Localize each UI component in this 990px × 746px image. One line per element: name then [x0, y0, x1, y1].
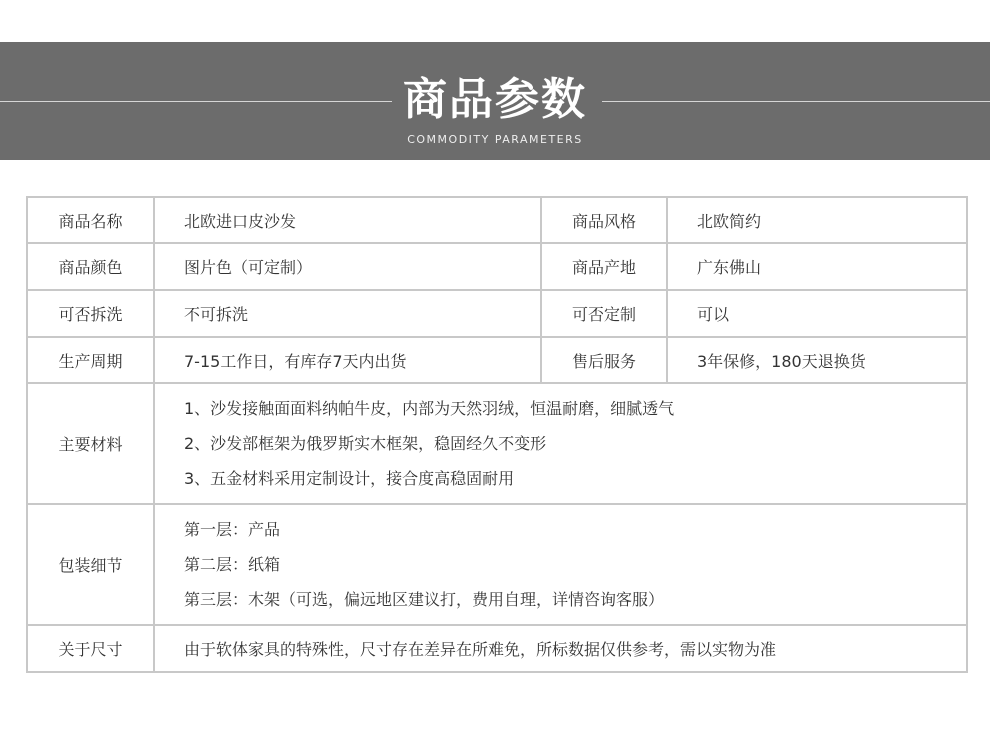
material-line-3: 3、五金材料采用定制设计，接合度高稳固耐用 [184, 469, 515, 488]
custom-label: 可否定制 [541, 290, 667, 337]
name-label: 商品名称 [27, 197, 154, 243]
material-label: 主要材料 [27, 383, 154, 504]
table-row [27, 197, 967, 243]
material-value [154, 383, 967, 504]
packing-label: 包装细节 [27, 504, 154, 625]
style-value: 北欧简约 [667, 197, 967, 243]
table-row [27, 625, 967, 672]
washable-label: 可否拆洗 [27, 290, 154, 337]
packing-line-3: 第三层：木架（可选，偏远地区建议打，费用自理，详情咨询客服） [184, 590, 665, 609]
page-title: 商品参数 [403, 74, 587, 125]
cycle-label: 生产周期 [27, 337, 154, 383]
washable-value: 不可拆洗 [154, 290, 541, 337]
material-line-2: 2、沙发部框架为俄罗斯实木框架，稳固经久不变形 [184, 434, 547, 453]
color-value: 图片色（可定制） [154, 243, 541, 290]
packing-line-1: 第一层：产品 [184, 520, 281, 539]
origin-value: 广东佛山 [667, 243, 967, 290]
custom-value: 可以 [667, 290, 967, 337]
table-row [27, 504, 967, 625]
page-subtitle: COMMODITY PARAMETERS [407, 133, 583, 146]
packing-line-2: 第二层：纸箱 [184, 555, 281, 574]
size-label: 关于尺寸 [27, 625, 154, 672]
color-label: 商品颜色 [27, 243, 154, 290]
table-row [27, 290, 967, 337]
header-banner [0, 42, 990, 160]
name-value: 北欧进口皮沙发 [154, 197, 541, 243]
table-row [27, 243, 967, 290]
cycle-value: 7-15工作日，有库存7天内出货 [154, 337, 541, 383]
material-line-1: 1、沙发接触面面料纳帕牛皮，内部为天然羽绒，恒温耐磨，细腻透气 [184, 399, 675, 418]
parameters-table [26, 196, 968, 673]
table-row [27, 383, 967, 504]
service-label: 售后服务 [541, 337, 667, 383]
origin-label: 商品产地 [541, 243, 667, 290]
table-row [27, 337, 967, 383]
packing-value [154, 504, 967, 625]
service-value: 3年保修，180天退换货 [667, 337, 967, 383]
size-value: 由于软体家具的特殊性，尺寸存在差异在所难免，所标数据仅供参考，需以实物为准 [154, 625, 967, 672]
style-label: 商品风格 [541, 197, 667, 243]
